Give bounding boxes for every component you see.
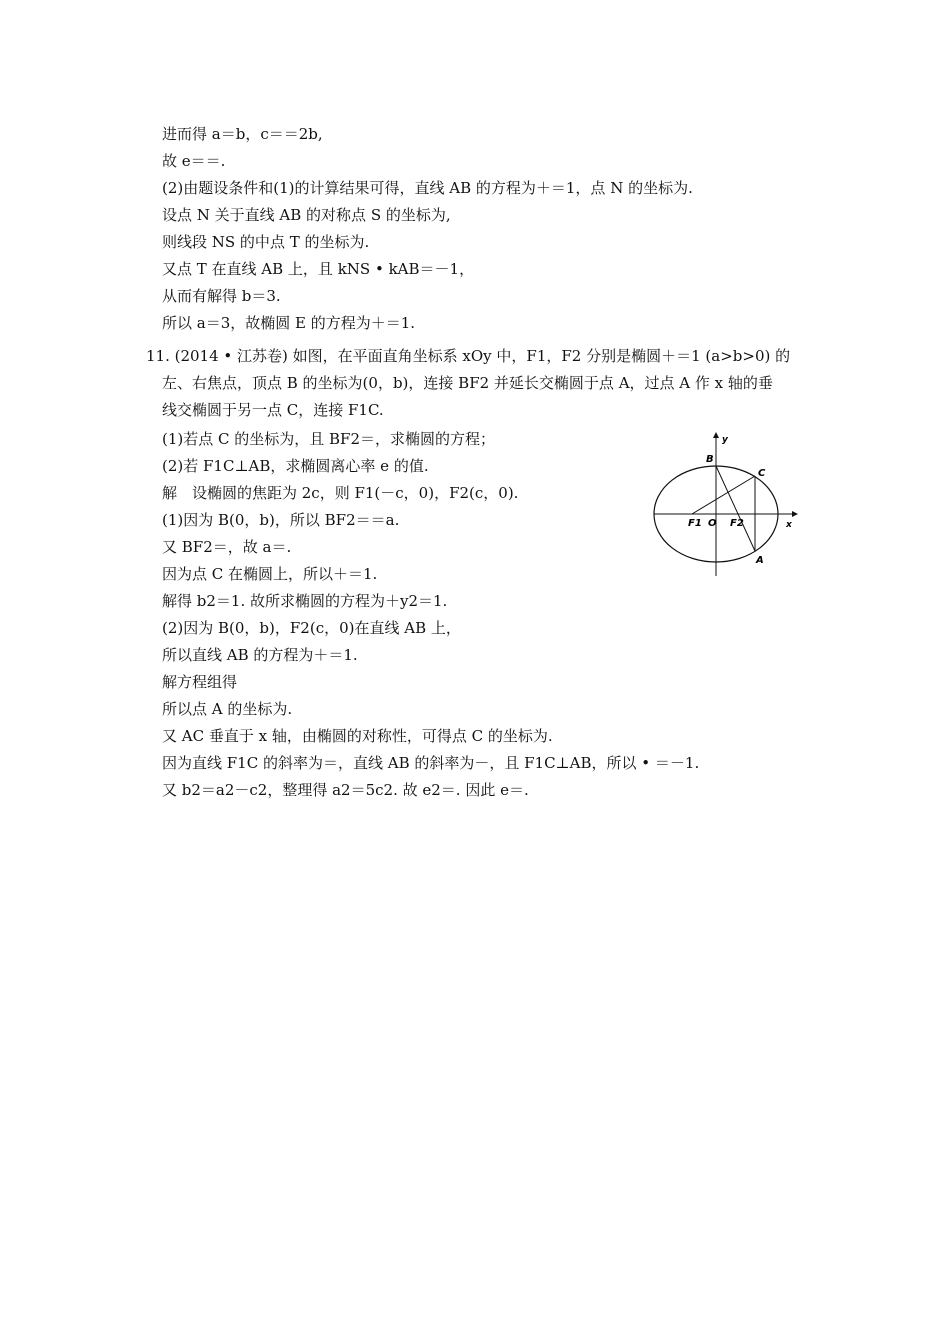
problem-statement-line: 左、右焦点，顶点 B 的坐标为(0，b)，连接 BF2 并延长交椭圆于点 A，过点 A 作 x 轴的垂 <box>162 374 773 392</box>
text-line: (1)因为 B(0，b)，所以 BF2＝＝a. <box>162 511 400 529</box>
text-line: 解得 b2＝1. 故所求椭圆的方程为＋y2＝1. <box>162 592 448 610</box>
text-line: (1)若点 C 的坐标为，且 BF2＝，求椭圆的方程； <box>162 430 496 448</box>
label-x: x <box>786 520 792 530</box>
x-axis-arrow-icon <box>792 511 798 517</box>
text-line: 所以点 A 的坐标为. <box>162 700 293 718</box>
text-line: (2)若 F1C⊥AB，求椭圆离心率 e 的值. <box>162 457 429 475</box>
label-A: A <box>756 555 764 566</box>
ellipse-figure <box>650 430 800 580</box>
text-line: 从而有解得 b＝3. <box>162 287 281 305</box>
text-line: 进而得 a＝b，c＝＝2b, <box>162 125 323 143</box>
text-line: 因为直线 F1C 的斜率为＝，直线 AB 的斜率为－，且 F1C⊥AB，所以 • ＝－1. <box>162 754 700 772</box>
text-line: 解方程组得 <box>162 673 238 691</box>
label-B: B <box>706 454 714 465</box>
text-line: 又 BF2＝，故 a＝. <box>162 538 292 556</box>
text-line: (2)因为 B(0，b)，F2(c，0)在直线 AB 上， <box>162 619 461 637</box>
label-F1: F1 <box>688 518 702 529</box>
label-F2: F2 <box>730 518 744 529</box>
text-line: 故 e＝＝. <box>162 152 226 170</box>
text-line: 设点 N 关于直线 AB 的对称点 S 的坐标为, <box>162 206 451 224</box>
label-C: C <box>758 468 766 479</box>
label-O: O <box>708 518 717 529</box>
problem-statement-line: 11. (2014 • 江苏卷) 如图，在平面直角坐标系 xOy 中，F1，F2 分别是椭圆＋＝1 (a>b>0) 的 <box>146 347 791 365</box>
label-y: y <box>722 435 728 445</box>
text-line: 又 AC 垂直于 x 轴，由椭圆的对称性，可得点 C 的坐标为. <box>162 727 553 745</box>
text-line: 又点 T 在直线 AB 上，且 kNS • kAB＝－1， <box>162 260 475 278</box>
text-line: 所以 a＝3，故椭圆 E 的方程为＋＝1. <box>162 314 416 332</box>
text-line: 又 b2＝a2－c2，整理得 a2＝5c2. 故 e2＝. 因此 e＝. <box>162 781 529 799</box>
problem-statement-line: 线交椭圆于另一点 C，连接 F1C. <box>162 401 384 419</box>
y-axis-arrow-icon <box>713 432 719 438</box>
line-BA <box>716 466 755 551</box>
text-line: 解 设椭圆的焦距为 2c，则 F1(－c，0)，F2(c，0). <box>162 484 519 502</box>
text-line: (2)由题设条件和(1)的计算结果可得，直线 AB 的方程为＋＝1，点 N 的坐标为. <box>162 179 693 197</box>
text-line: 因为点 C 在椭圆上，所以＋＝1. <box>162 565 378 583</box>
text-line: 所以直线 AB 的方程为＋＝1. <box>162 646 358 664</box>
text-line: 则线段 NS 的中点 T 的坐标为. <box>162 233 370 251</box>
